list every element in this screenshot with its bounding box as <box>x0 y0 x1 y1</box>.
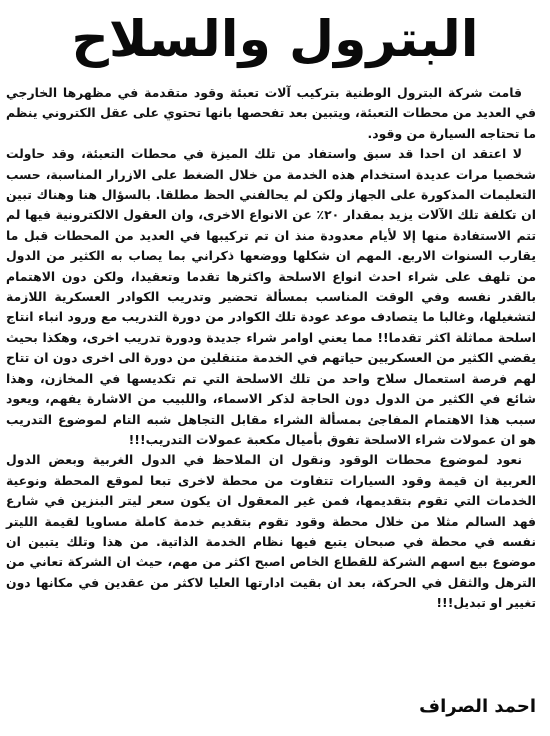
article-paragraph-3: نعود لموضوع محطات الوقود ونقول ان الملاحظ في الدول الغربية وبعض الدول العربية ان قيمة وقود السيارات تتفاوت من محطة لاخرى تبعا لموقع المحطة ونوعية الخدمات التي تقوم بتقديمها، فمن غير المعقول ان يكون سعر ليتر البنزين في شارع فهد السالم مثلا من خلال محطة وقود تقوم بتقديم خدمة كاملة مساويا لقيمة الليتر نفسه في محطة في صبحان يتبع فيها نظام الخدمة الذاتية. من هذا وتلك يتبين ان موضوع بيع اسهم الشركة للقطاع الخاص اصبح اكثر من مهم، حيث ان الشركة تعاني من الترهل والثقل في الحركة، بعد ان بقيت ادارتها العليا لاكثر من عقدين في مكانها دون تغيير او تبديل!!! <box>6 452 536 611</box>
article-paragraph-2: لا اعتقد ان احدا قد سبق واستفاد من تلك الميزة في محطات التعبئة، وقد حاولت شخصيا مرات عديدة استخدام هذه الخدمة من خلال الضغط على الازرار المناسبة، حسب التعليمات المذكورة على الجهاز ولكن لم يحالفني الحظ مطلقا. بالسؤال هنا وهناك تبين ان تكلفة تلك الآلات يزيد بمقدار ٢٠٪ عن الانواع الاخرى، وان العقول الالكترونية فيها لم تتم الاستفادة منها إلا لأيام معدودة منذ ان تم تركيبها في العديد من المحطات قبل ما يقارب السنوات الاربع. المهم ان شكلها ووضعها ذكراني بما يصاب به الكثير من الدول من تلهف على شراء احدث انواع الاسلحة واكثرها تقدما وتعقيدا، ولكن دون الاهتمام بالقدر نفسه وفي الوقت المناسب بمسألة تحضير وتدريب الكوادر العسكرية اللازمة لتشغيلها، وغالبا ما يتصادف موعد عودة تلك الكوادر من دورة التدريب مع ورود انباء انتاج اسلحة مماثلة اكثر تقدما!! مما يعني اوامر شراء جديدة ودورة تدريب اخرى، وهكذا بحيث يقضي الكثير من العسكريين حياتهم في الخدمة متنقلين من دورة الى اخرى دون ان تتاح لهم فرصة استعمال سلاح واحد من تلك الاسلحة التي تم تكديسها في المخازن، وهذا شائع في الكثير من الدول دون الحاجة لذكر الاسماء، واللبيب من الاشارة يفهم، ويعود سبب هذا الاهتمام المفاجئ بمسألة الشراء مقابل التجاهل شبه التام لموضوع التدريب هو ان عمولات شراء الاسلحة تفوق بأميال مكعبة عمولات التدريب!!! <box>6 146 536 447</box>
article-body <box>6 83 536 614</box>
article-headline: البترول والسلاح <box>71 10 479 68</box>
author-byline: احمد الصراف <box>419 696 536 717</box>
article-paragraph-1: قامت شركة البترول الوطنية بتركيب آلات تعبئة وقود متقدمة في مظهرها الخارجي في العديد من محطات التعبئة، ويتبين بعد تفحصها بانها تحتوي على عقل الكتروني ينظم ما تحتاجه السيارة من وقود. <box>6 85 536 141</box>
